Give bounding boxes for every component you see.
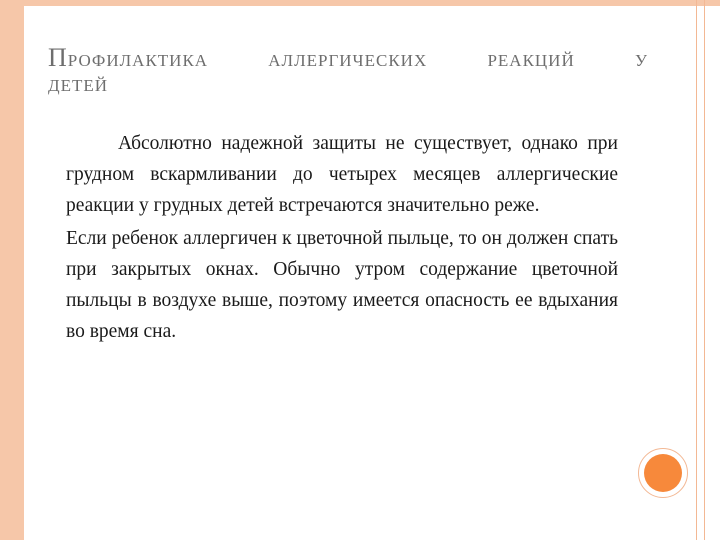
circle-ornament-fill bbox=[644, 454, 682, 492]
title-initial-letter: П bbox=[48, 43, 68, 72]
paragraph-breastfeeding: Абсолютно надежной защиты не существует, однако при грудном вскармливании до четырех месяцев аллергические реакции у грудных детей встречаются значительно реже. bbox=[66, 133, 618, 216]
slide-body bbox=[66, 128, 618, 347]
right-border-line bbox=[704, 0, 705, 540]
left-frame-bar bbox=[0, 0, 24, 540]
paragraph-pollen: Если ребенок аллергичен к цветочной пыльце, то он должен спать при закрытых окнах. Обычно утром содержание цветочной пыльцы в воздухе выше, поэтому имеется опасность ее вдыхания во время сна. bbox=[66, 228, 618, 342]
top-frame-bar bbox=[0, 0, 720, 6]
title-line-1: РОФИЛАКТИКА АЛЛЕРГИЧЕСКИХ РЕАКЦИЙ У bbox=[67, 51, 648, 70]
title-line-2: ДЕТЕЙ bbox=[48, 76, 109, 95]
slide-title bbox=[48, 40, 648, 79]
circle-ornament-icon bbox=[638, 448, 688, 498]
right-border-line bbox=[696, 0, 697, 540]
